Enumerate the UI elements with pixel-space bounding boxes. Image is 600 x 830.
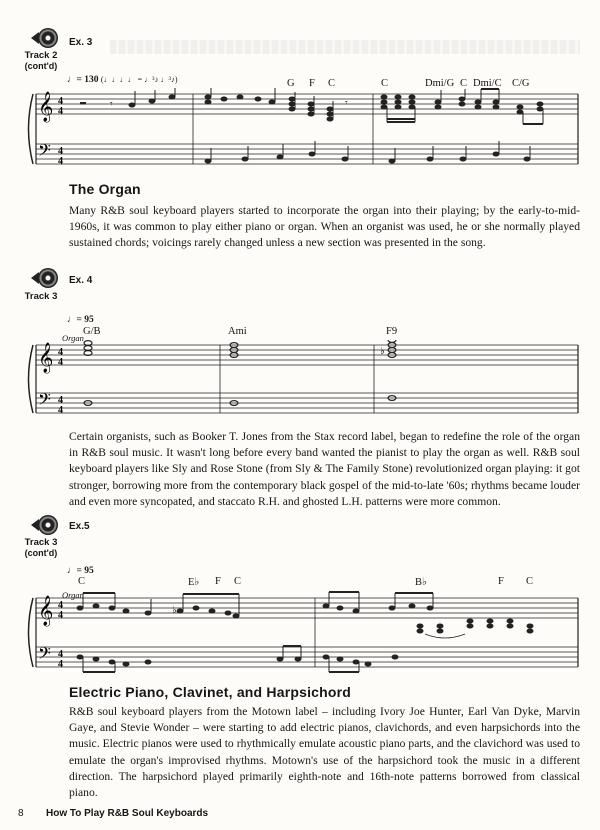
svg-text:𝄞: 𝄞 <box>38 92 54 122</box>
section-heading-electric-piano: Electric Piano, Clavinet, and Harpsichord <box>69 684 352 700</box>
audio-cd-icon-ex3[interactable] <box>31 27 59 49</box>
svg-text:♭: ♭ <box>380 346 385 357</box>
svg-text:4: 4 <box>58 600 63 611</box>
svg-text:𝄢: 𝄢 <box>38 140 51 164</box>
faded-bleedthrough <box>110 40 580 54</box>
example-label-ex5: Ex.5 <box>69 521 90 532</box>
tempo-ex5: ♩= 95 <box>67 566 94 576</box>
chord-symbol: E♭ <box>188 577 200 588</box>
cd-icon <box>38 268 58 288</box>
chord-symbol: Dmi/G <box>425 78 455 89</box>
page-number: 8 <box>18 808 24 819</box>
audio-cd-icon-ex5[interactable] <box>31 514 59 536</box>
example-label-ex3: Ex. 3 <box>69 37 93 48</box>
svg-text:4: 4 <box>58 357 63 368</box>
cd-icon <box>38 28 58 48</box>
chord-symbol: C <box>460 78 468 89</box>
book-title-footer: How To Play R&B Soul Keyboards <box>46 808 209 819</box>
section-heading-organ: The Organ <box>69 181 141 197</box>
music-score-ex3 <box>0 88 600 178</box>
chord-symbol: C <box>526 576 534 587</box>
chord-symbol: B♭ <box>415 577 427 588</box>
svg-text:4: 4 <box>58 649 63 660</box>
chord-symbol: C <box>234 576 242 587</box>
tempo-ex4: ♩= 95 <box>67 315 94 325</box>
track-label-ex5: Track 3 (cont'd) <box>24 537 58 558</box>
svg-text:4: 4 <box>58 96 63 107</box>
chord-symbol: C <box>328 78 336 89</box>
chord-symbol: F9 <box>386 326 398 337</box>
svg-text:4: 4 <box>58 156 63 167</box>
svg-text:♭: ♭ <box>172 605 177 616</box>
cd-icon <box>38 515 58 535</box>
music-score-ex4 <box>0 340 600 430</box>
svg-text:4: 4 <box>58 347 63 358</box>
svg-text:4: 4 <box>58 405 63 416</box>
chord-symbol: F <box>309 78 315 89</box>
audio-cd-icon-ex4[interactable] <box>31 267 59 289</box>
chord-symbol: Dmi/C <box>473 78 502 89</box>
example-label-ex4: Ex. 4 <box>69 275 93 286</box>
chord-symbol: C/G <box>512 78 530 89</box>
instrument-label: Organ <box>62 333 84 343</box>
paragraph-electric-piano: R&B soul keyboard players from the Motown label – including Ivory Joe Hunter, Earl Van Dyke, Marvin Gaye, and Stevie Wonder – were starting to add electric pianos, clavichords, and even harpsichords into the music. Electric pianos were used to rhythmically emulate acoustic piano parts, and the clavichord was used to emulate the organ's improvised rhythms. Motown's use of the harpsichord took the music in a different direction. The harpsichord played primarily eighth-note and 16th-note patterns borrowed from classical piano. <box>69 705 580 800</box>
chord-symbol: F <box>215 576 221 587</box>
svg-text:4: 4 <box>58 395 63 406</box>
chord-symbol: C <box>78 576 86 587</box>
svg-text:4: 4 <box>58 106 63 117</box>
music-score-ex5 <box>0 590 600 685</box>
svg-text:4: 4 <box>58 146 63 157</box>
chord-symbol: G/B <box>83 326 101 337</box>
track-label-ex4: Track 3 <box>24 291 58 302</box>
tempo-ex3: ♩= 130 (♩♩♩♩ = ♩³♪ ♩³♪) <box>67 75 178 85</box>
instrument-label: Organ <box>62 590 84 600</box>
svg-text:4: 4 <box>58 610 63 621</box>
svg-text:𝄞: 𝄞 <box>38 596 54 626</box>
svg-text:𝄾: 𝄾 <box>345 98 348 109</box>
chord-symbol: F <box>498 576 504 587</box>
track-label-ex3: Track 2 (cont'd) <box>24 50 58 71</box>
paragraph-organ-intro: Many R&B soul keyboard players started to incorporate the organ into their playing; by the early-to-mid-1960s, it was common to play either piano or organ. When an organist was used, he or she normally played sustained chords; voicings rarely changed unless a new section was presented in the song. <box>69 204 580 250</box>
svg-text:𝄢: 𝄢 <box>38 643 51 667</box>
chord-symbol: G <box>287 78 295 89</box>
svg-text:𝄞: 𝄞 <box>38 343 54 373</box>
chord-symbol: C <box>381 78 389 89</box>
svg-text:𝄾: 𝄾 <box>110 99 113 110</box>
svg-text:4: 4 <box>58 659 63 670</box>
chord-symbol: Ami <box>228 326 247 337</box>
svg-text:𝄢: 𝄢 <box>38 389 51 413</box>
paragraph-organists: Certain organists, such as Booker T. Jones from the Stax record label, began to redefine the role of the organ in R&B soul music. It wasn't long before every band wanted the pianist to play the organ as well. R&B soul keyboard players like Sly and Rose Stone (from Sly & The Family Stone) revolutionized organ playing: it got stronger, borrowing more from the contemporary black gospel of the mid-to-late '60s; rhythms became louder and even more syncopated, and staccato R.H. and ghosted L.H. patterns were more common. <box>69 430 580 508</box>
